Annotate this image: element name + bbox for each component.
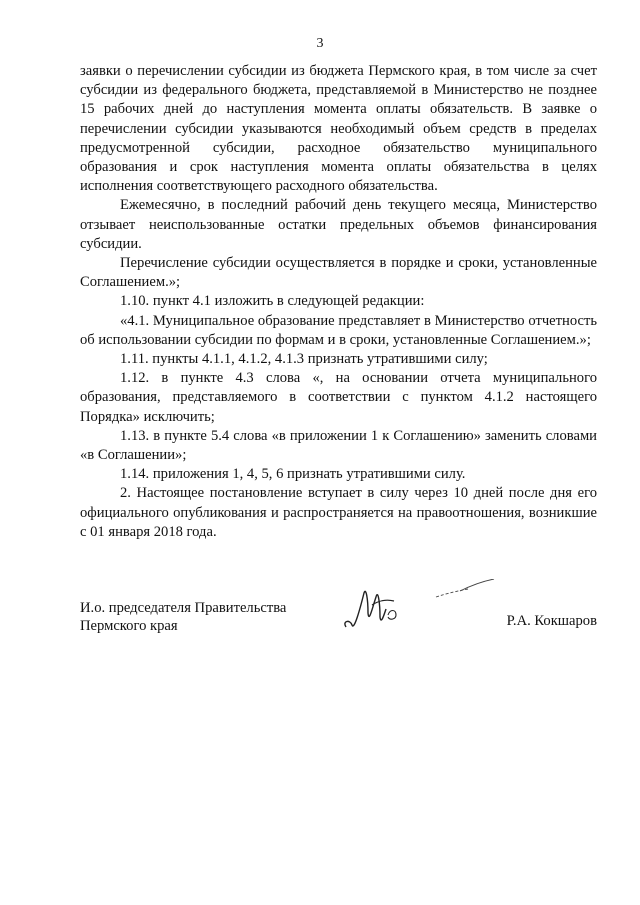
paragraph-application-terms: заявки о перечислении субсидии из бюджета Пермского края, в том числе за счет субсидии из федерального бюджета, представляемой в Министерство не позднее 15 рабочих дней до наступления момента оплаты обязательств. В заявке о перечислении субсидии указываются необходимый объем средств в пределах предусмотренной субсидии, расходное обязательство муниципального образования и срок наступления момента оплаты обязательства в целях исполнения соответствующего расходного обязательства. bbox=[80, 63, 597, 195]
signer-name: Р.А. Кокшаров bbox=[506, 613, 597, 629]
paragraph-item-1-12: 1.12. в пункте 4.3 слова «, на основании отчета муниципального образования, представляемого в соответствии с пунктом 4.1.2 настоящего Порядка» исключить; bbox=[80, 370, 597, 425]
document-body bbox=[80, 62, 597, 542]
paragraph-item-1-11: 1.11. пункты 4.1.1, 4.1.2, 4.1.3 признать утратившими силу; bbox=[120, 351, 488, 368]
paragraph-monthly-recall: Ежемесячно, в последний рабочий день текущего месяца, Министерство отзывает неиспользованные остатки предельных объемов финансирования субсидии. bbox=[80, 197, 597, 252]
page-number: 3 bbox=[316, 36, 324, 51]
paragraph-item-2: 2. Настоящее постановление вступает в силу через 10 дней после дня его официального опубликования и распространяется на правоотношения, возникшие с 01 января 2018 года. bbox=[80, 485, 597, 540]
signer-title-line1: И.о. председателя Правительства bbox=[80, 600, 287, 616]
paragraph-item-4-1: «4.1. Муниципальное образование представляет в Министерство отчетность об использовании субсидии по формам и в сроки, установленные Соглашением.»; bbox=[80, 312, 597, 348]
paragraph-item-1-13: 1.13. в пункте 5.4 слова «в приложении 1 к Соглашению» заменить словами «в Соглашении»; bbox=[80, 427, 597, 464]
handwritten-signature bbox=[338, 579, 498, 639]
paragraph-transfer-order: Перечисление субсидии осуществляется в порядке и сроки, установленные Соглашением.»; bbox=[80, 255, 597, 291]
signer-title bbox=[80, 599, 286, 635]
paragraph-item-1-14: 1.14. приложения 1, 4, 5, 6 признать утратившими силу. bbox=[120, 466, 466, 483]
signature-block bbox=[80, 599, 597, 639]
signer-title-line2: Пермского края bbox=[80, 618, 178, 634]
paragraph-item-1-10: 1.10. пункт 4.1 изложить в следующей редакции: bbox=[120, 293, 425, 310]
